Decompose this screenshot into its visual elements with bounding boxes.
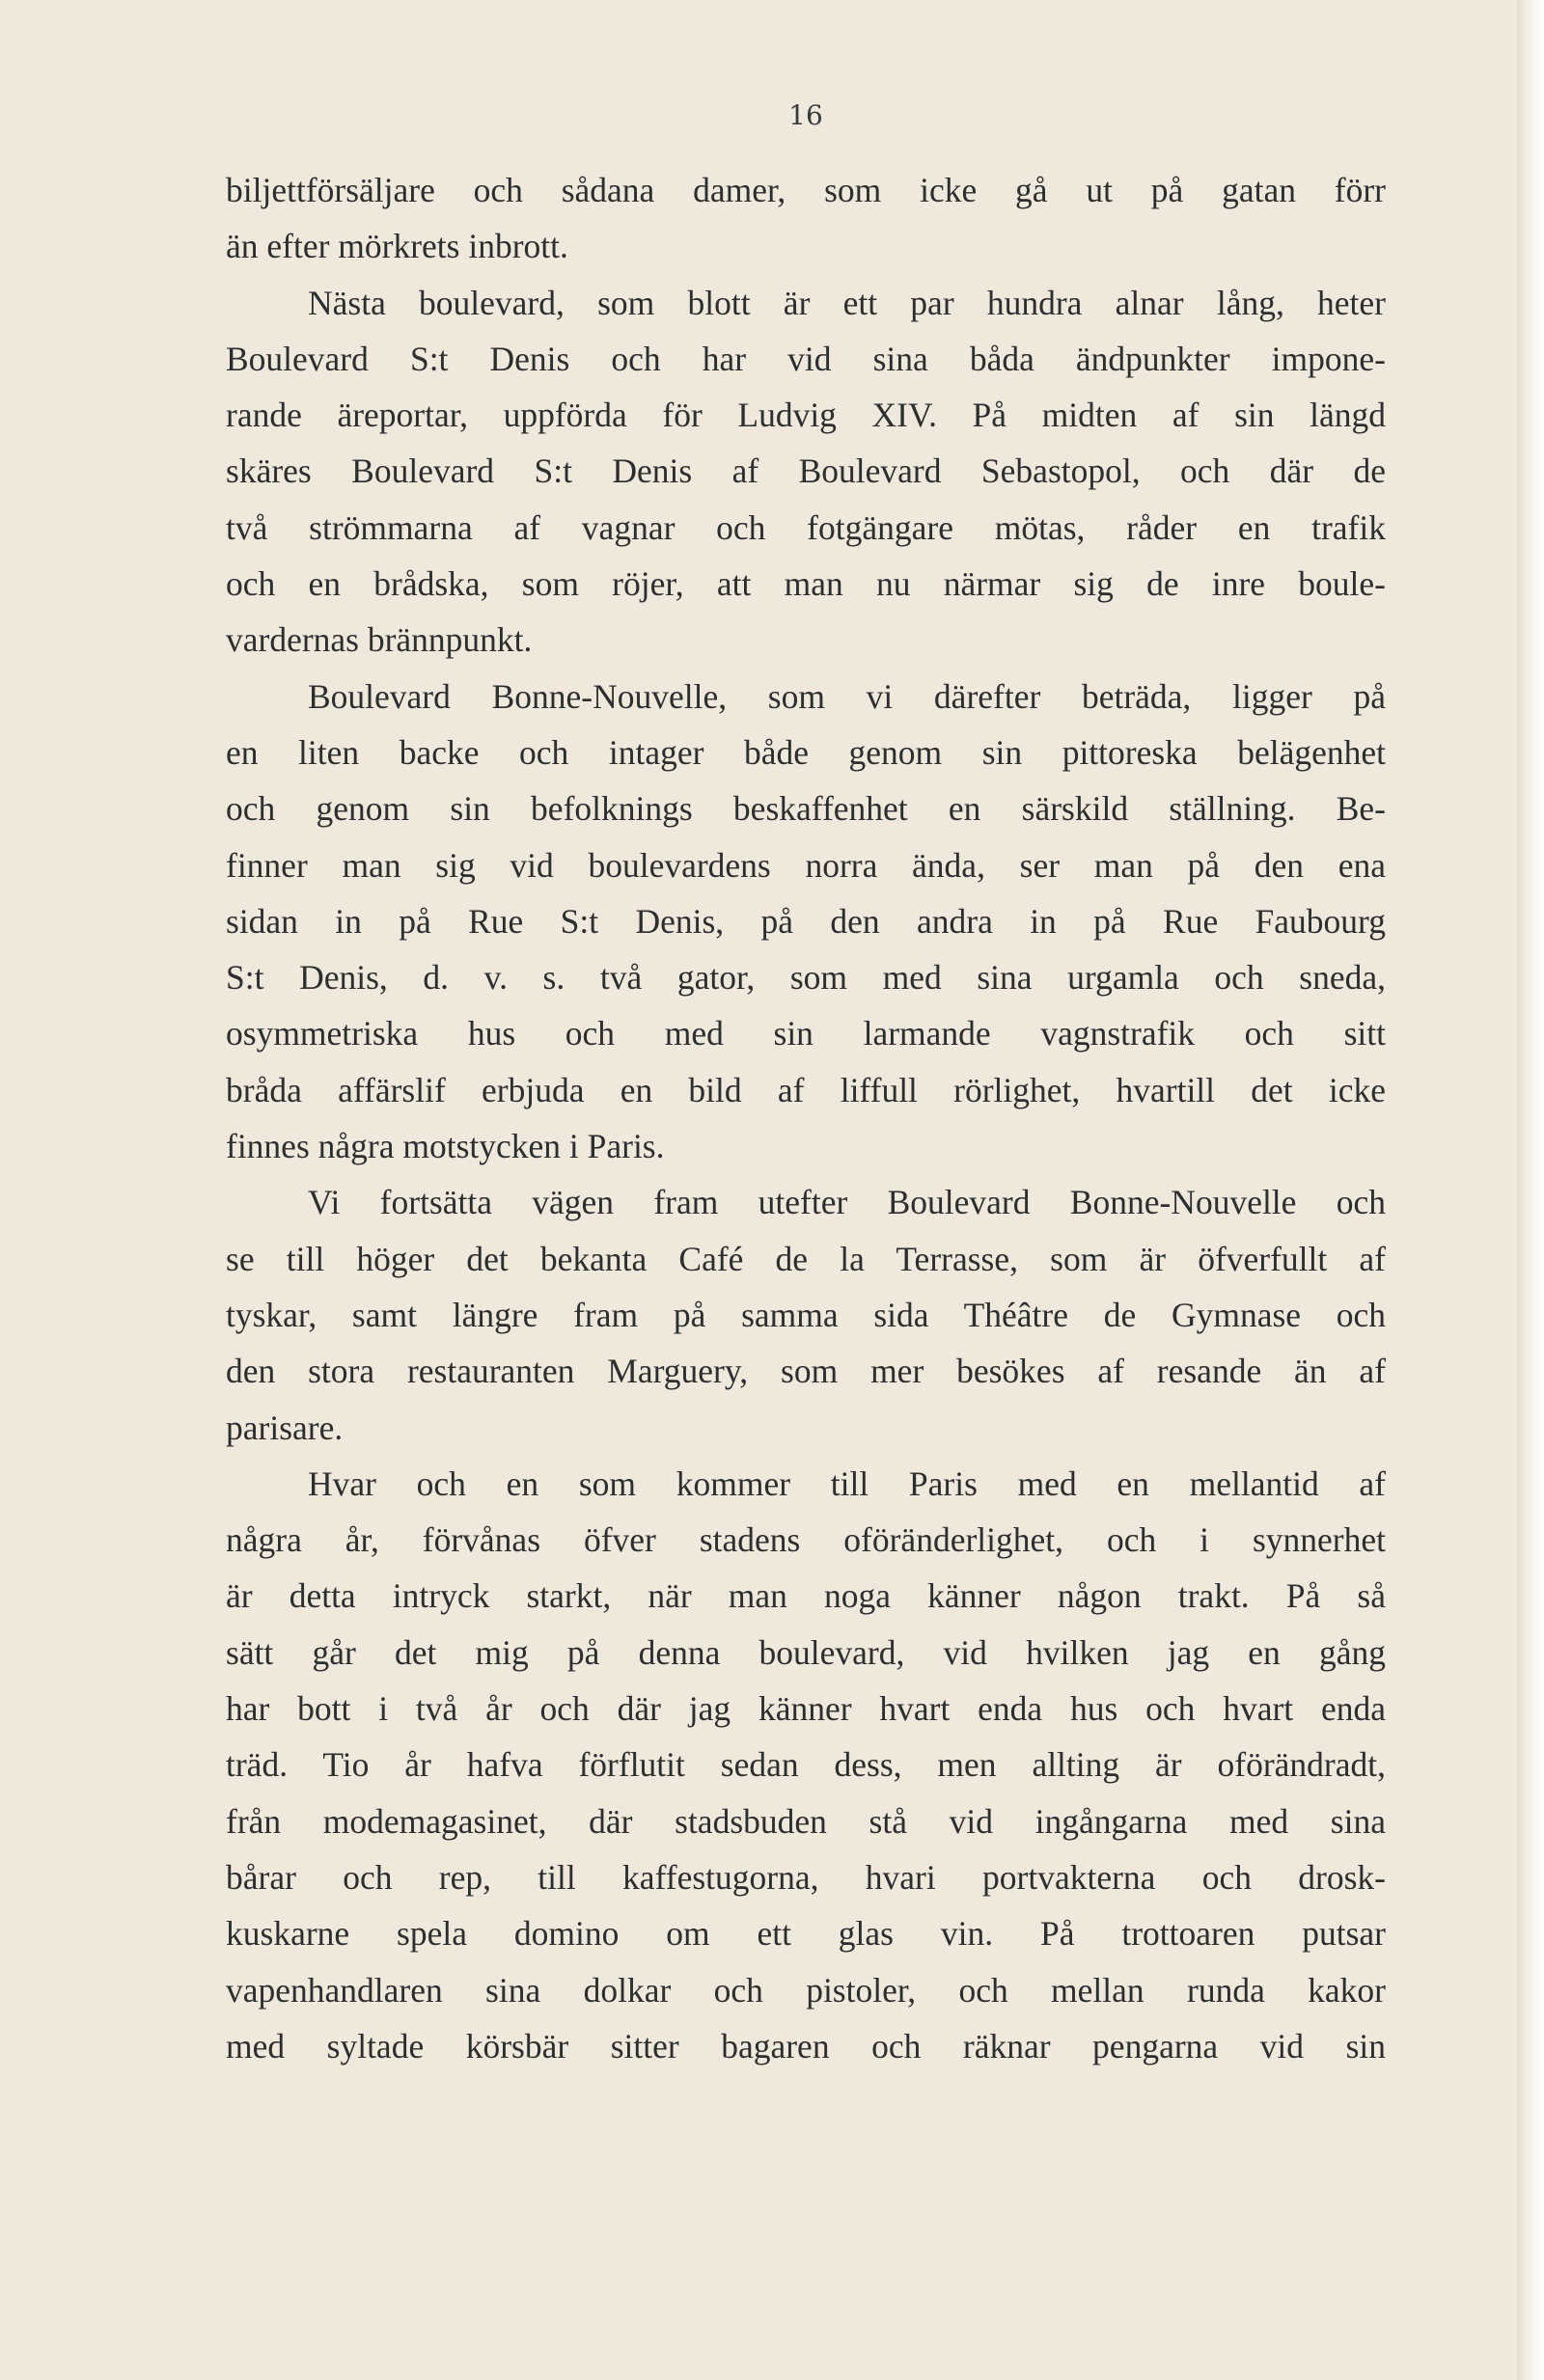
text-line: och genom sin befolknings beskaffenhet en särskild ställning. Be- <box>226 789 1386 829</box>
paragraph-paris-unchanged <box>226 1456 1386 2074</box>
text-line: bårar och rep, till kaffestugorna, hvari portvakterna och drosk- <box>226 1857 1386 1897</box>
text-line: osymmetriska hus och med sin larmande vagnstrafik och sitt <box>226 1014 1386 1053</box>
text-line: har bott i två år och där jag känner hvart enda hus och hvart enda <box>226 1689 1386 1729</box>
text-line: sätt går det mig på denna boulevard, vid hvilken jag en gång <box>226 1632 1386 1672</box>
text-line: Vi fortsätta vägen fram utefter Boulevard Bonne-Nouvelle och <box>308 1183 1386 1222</box>
text-line: Hvar och en som kommer till Paris med en mellantid af <box>308 1464 1386 1503</box>
page-number: 16 <box>788 99 823 131</box>
text-line: med syltade körsbär sitter bagaren och räknar pengarna vid sin <box>226 2026 1386 2065</box>
text-line: se till höger det bekanta Café de la Terrasse, som är öfverfullt af <box>226 1239 1386 1278</box>
text-line: vapenhandlaren sina dolkar och pistoler, och mellan runda kakor <box>226 1970 1386 2010</box>
text-line: träd. Tio år hafva förflutit sedan dess, men allting är oförändradt, <box>226 1745 1386 1785</box>
text-line: sidan in på Rue S:t Denis, på den andra in på Rue Faubourg <box>226 901 1386 941</box>
text-line: en liten backe och intager både genom sin pittoreska belägenhet <box>226 732 1386 772</box>
text-line: den stora restauranten Marguery, som mer besökes af resande än af <box>226 1352 1386 1391</box>
text-line: Boulevard S:t Denis och har vid sina båda ändpunkter impone- <box>226 339 1386 378</box>
page-edge <box>1517 0 1544 2380</box>
text-line: S:t Denis, d. v. s. två gator, som med sina urgamla och sneda, <box>226 958 1386 998</box>
text-line: bråda affärslif erbjuda en bild af liffull rörlighet, hvartill det icke <box>226 1070 1386 1109</box>
text-line: Boulevard Bonne-Nouvelle, som vi därefter beträda, ligger på <box>308 676 1386 716</box>
text-line: och en brådska, som röjer, att man nu närmar sig de inre boule- <box>226 564 1386 604</box>
text-line: vardernas brännpunkt. <box>226 620 533 660</box>
text-line: två strömmarna af vagnar och fotgängare mötas, råder en trafik <box>226 507 1386 547</box>
text-line: är detta intryck starkt, när man noga känner någon trakt. På så <box>226 1576 1386 1616</box>
text-line: kuskarne spela domino om ett glas vin. På trottoaren putsar <box>226 1914 1386 1954</box>
paragraph-bonne-nouvelle <box>226 669 1386 1175</box>
paragraph-cafe-terrasse <box>226 1174 1386 1455</box>
text-line: finnes några motstycken i Paris. <box>226 1127 665 1166</box>
paragraph-boulevard-st-denis <box>226 275 1386 669</box>
body-text <box>226 162 1386 2074</box>
text-line: finner man sig vid boulevardens norra ända, ser man på den ena <box>226 845 1386 885</box>
text-line: skäres Boulevard S:t Denis af Boulevard Sebastopol, och där de <box>226 451 1386 491</box>
text-line: några år, förvånas öfver stadens oföränderlighet, och i synnerhet <box>226 1520 1386 1560</box>
text-line: från modemagasinet, där stadsbuden stå vid ingångarna med sina <box>226 1801 1386 1841</box>
text-line: tyskar, samt längre fram på samma sida Théâtre de Gymnase och <box>226 1295 1386 1334</box>
paragraph-continuation <box>226 162 1386 275</box>
text-line: parisare. <box>226 1408 344 1447</box>
text-line: Nästa boulevard, som blott är ett par hundra alnar lång, heter <box>308 283 1386 322</box>
text-line: biljettförsäljare och sådana damer, som icke gå ut på gatan förr <box>226 171 1386 209</box>
text-line: än efter mörkrets inbrott. <box>226 227 568 266</box>
text-line: rande äreportar, uppförda för Ludvig XIV. På midten af sin längd <box>226 396 1386 435</box>
